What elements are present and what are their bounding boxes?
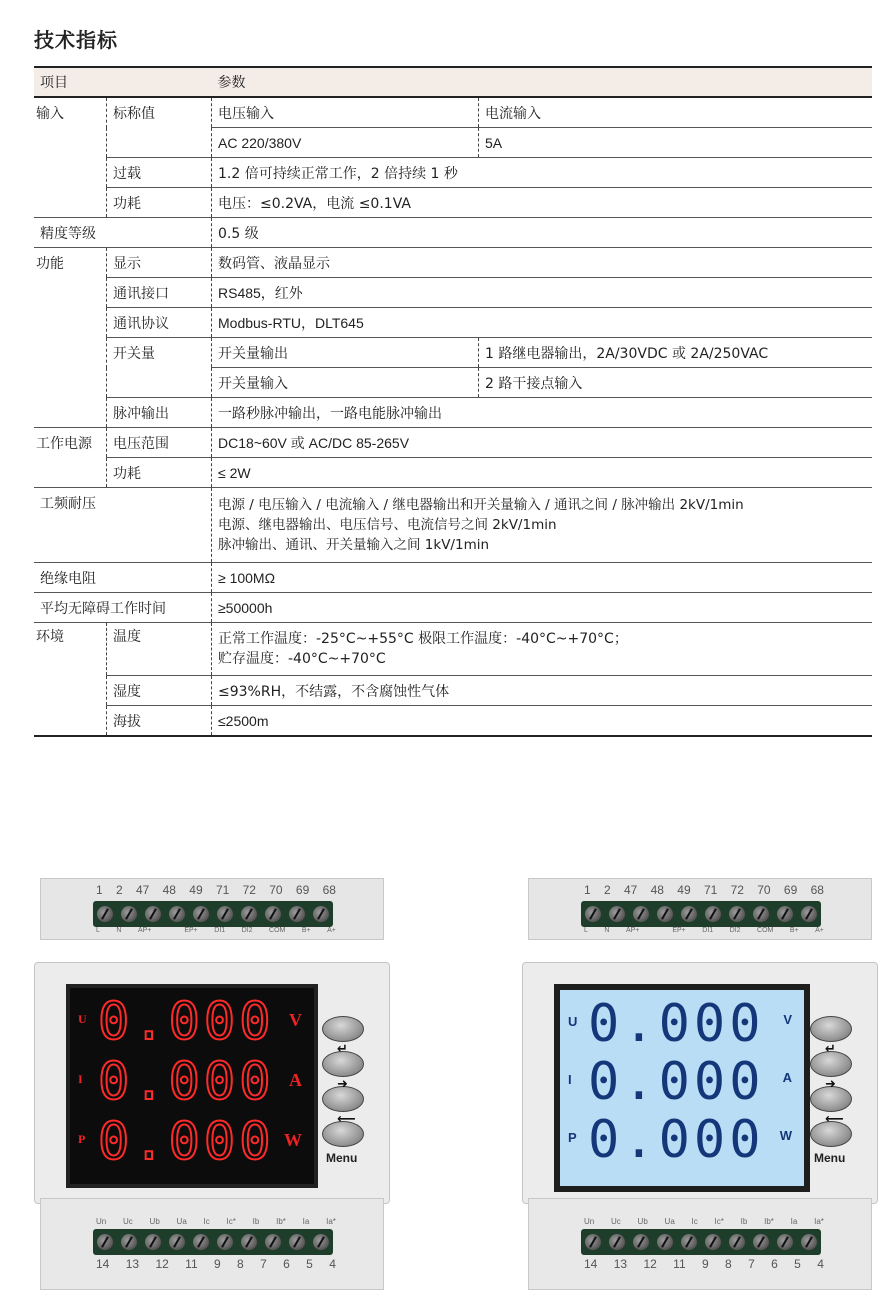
bottom-terminal-numbers [96,1257,336,1271]
terminal-label: Un [584,1217,595,1226]
meter-lcd-image [528,878,870,1288]
table-row [34,563,872,593]
meter-buttons [810,1016,860,1156]
screw-icon [217,1234,233,1250]
label-humidity: 湿度 [107,676,212,706]
reading-value: 0.000 [588,994,765,1054]
terminal-number: 71 [703,883,718,897]
screw-icon [313,1234,329,1250]
button-2 [810,1042,852,1077]
screw-icon [193,1234,209,1250]
label-display: 显示 [107,248,212,278]
label-withstand: 工频耐压 [34,488,212,563]
table-row [34,218,872,248]
label-temp: 温度 [107,623,212,676]
terminal-label: A+ [327,927,336,934]
terminal-number: 4 [329,1257,336,1271]
label-power-cons: 功耗 [107,188,212,218]
terminal-label: L [96,927,100,934]
cell-voltage-in: 电压输入 [212,97,479,128]
cell-temp-val [212,623,873,676]
label-comm-port: 通讯接口 [107,278,212,308]
table-row [34,428,872,458]
top-terminal-strip [93,901,333,927]
screw-icon [289,1234,305,1250]
terminal-number: 2 [115,883,123,897]
terminal-number: 7 [260,1257,267,1271]
unit-label: A [289,1070,302,1090]
cell-current-in: 电流输入 [479,97,873,128]
terminal-label: Ic [203,1217,210,1226]
table-row [34,593,872,623]
top-terminal-numbers [96,883,336,897]
label-insulation: 绝缘电阻 [34,563,212,593]
terminal-label: Ic* [226,1217,236,1226]
label-supply-cons: 功耗 [107,458,212,488]
display-row-current [70,1054,314,1114]
screw-icon [169,906,185,922]
terminal-label: N [604,927,610,934]
cell-insulation-val: ≥ 100MΩ [212,563,873,593]
top-terminal-block [40,878,384,940]
cell-display-val: 数码管、液晶显示 [212,248,873,278]
table-row [34,398,872,428]
table-row [34,338,872,368]
button-1 [810,1016,852,1042]
terminal-number: 68 [322,883,336,897]
label-switch: 开关量 [107,338,212,368]
label-comm-proto: 通讯协议 [107,308,212,338]
table-row [34,676,872,706]
terminal-number: 48 [162,883,176,897]
top-terminal-numbers [584,883,824,897]
terminal-number: 13 [125,1257,140,1271]
cell-withstand-val [212,488,873,563]
cell-switch-in: 开关量输入 [212,368,479,398]
screw-icon [145,1234,161,1250]
table-row [34,248,872,278]
table-row [34,278,872,308]
cell-accuracy-val: 0.5 级 [212,218,873,248]
screw-icon [657,1234,673,1250]
screw-icon [145,906,161,922]
screw-icon [265,1234,281,1250]
cell-current-val: 5A [479,128,873,158]
terminal-number: 11 [673,1257,686,1271]
screw-icon [217,906,233,922]
label-accuracy: 精度等级 [34,218,212,248]
terminal-label: Ia* [326,1217,336,1226]
screw-icon [801,906,817,922]
top-terminal-labels [96,927,336,934]
header-param: 参数 [212,67,873,97]
terminal-label: Ia [790,1217,798,1226]
terminal-number: 8 [237,1257,244,1271]
screw-icon [313,906,329,922]
screw-icon [585,906,601,922]
terminal-label: AP+ [137,927,152,934]
cell-switch-in-val: 2 路干接点输入 [479,368,873,398]
terminal-label: EP+ [672,927,686,934]
led-display [66,984,318,1188]
temp-line-1: 正常工作温度：-25°C~+55°C 极限工作温度：-40°C~+70°C； [218,631,628,647]
screw-icon [609,906,625,922]
terminal-number: 6 [283,1257,290,1271]
unit-label: V [783,1012,792,1027]
withstand-line-2: 电源、继电器输出、电压信号、电流信号之间 2kV/1min [218,517,557,533]
terminal-label: Ib [740,1217,748,1226]
screw-icon [729,1234,745,1250]
bottom-terminal-block [40,1198,384,1290]
terminal-label: Ib* [276,1217,286,1226]
screw-icon [657,906,673,922]
terminal-number: 2 [603,883,611,897]
row-label: I [78,1072,83,1086]
bottom-terminal-numbers [584,1257,824,1271]
temp-line-2: 贮存温度：-40°C~+70°C [218,651,386,667]
header-item: 项目 [34,67,212,97]
lcd-display [554,984,810,1192]
terminal-number: 5 [306,1257,313,1271]
label-overload: 过载 [107,158,212,188]
meter-buttons [322,1016,372,1156]
terminal-number: 72 [242,883,256,897]
table-row [34,188,872,218]
screw-icon [265,906,281,922]
label-altitude: 海拔 [107,706,212,737]
terminal-number: 49 [677,883,691,897]
screw-icon [241,1234,257,1250]
terminal-label: Ub [637,1217,648,1226]
right-arrow-icon: ➜ [825,1077,836,1092]
screw-icon [289,906,305,922]
terminal-label: Ua [176,1217,187,1226]
terminal-label: B+ [301,927,311,934]
page-title: 技术指标 [34,28,118,52]
terminal-number: 6 [771,1257,778,1271]
terminal-number: 7 [748,1257,755,1271]
screw-icon [121,1234,137,1250]
bottom-terminal-strip [93,1229,333,1255]
terminal-label: COM [757,927,774,934]
bottom-terminal-labels [584,1217,824,1226]
terminal-label: Uc [611,1217,621,1226]
terminal-number: 12 [155,1257,169,1271]
group-input: 输入 [34,97,107,128]
button-4 [810,1112,852,1147]
terminal-label: Ia [302,1217,310,1226]
terminal-number: 47 [135,883,150,897]
reading-value: 0.000 [98,1052,275,1112]
display-row-current [560,1054,804,1114]
screw-icon [801,1234,817,1250]
terminal-label: DI1 [214,927,226,934]
cell-switch-out-val: 1 路继电器输出，2A/30VDC 或 2A/250VAC [479,338,873,368]
bottom-terminal-strip [581,1229,821,1255]
top-terminal-strip [581,901,821,927]
menu-label: Menu [326,1151,358,1165]
terminal-label: Ua [664,1217,675,1226]
cell-supply-cons-val: ≤ 2W [212,458,873,488]
cell-power-cons-val: 电压：≤0.2VA，电流 ≤0.1VA [212,188,873,218]
label-pulse: 脉冲输出 [107,398,212,428]
screw-icon [121,906,137,922]
row-label: U [568,1014,578,1029]
button-2 [322,1042,364,1077]
unit-label: V [289,1010,302,1030]
screw-icon [193,906,209,922]
button-4 [322,1112,364,1147]
screw-icon [169,1234,185,1250]
terminal-label: Ic* [714,1217,724,1226]
cell-comm-port-val: RS485，红外 [212,278,873,308]
display-row-voltage [560,996,804,1056]
screw-icon [777,906,793,922]
table-row [34,488,872,563]
cell-voltage-val: AC 220/380V [212,128,479,158]
terminal-number: 12 [643,1257,657,1271]
return-arrow-icon: ↵ [825,1042,836,1057]
unit-label: A [782,1070,792,1085]
terminal-label: DI1 [702,927,714,934]
terminal-number: 47 [623,883,638,897]
label-mtbf: 平均无障碍工作时间 [34,593,212,623]
terminal-number: 48 [650,883,664,897]
terminal-number: 1 [584,883,591,897]
terminal-number: 70 [757,883,771,897]
screw-icon [97,906,113,922]
meter-led-image [40,878,382,1288]
left-arrow-icon: ⟵ [337,1112,356,1127]
screw-icon [753,906,769,922]
terminal-number: 13 [613,1257,628,1271]
cell-humidity-val: ≤93%RH，不结露，不含腐蚀性气体 [212,676,873,706]
screw-icon [705,1234,721,1250]
terminal-label: COM [269,927,286,934]
terminal-label: A+ [815,927,824,934]
screw-icon [705,906,721,922]
return-arrow-icon: ↵ [337,1042,348,1057]
terminal-label: DI2 [729,927,741,934]
screw-icon [753,1234,769,1250]
screw-icon [729,906,745,922]
terminal-label: Ib [252,1217,260,1226]
screw-icon [585,1234,601,1250]
display-row-power [70,1114,314,1174]
terminal-number: 14 [584,1257,598,1271]
table-row [34,368,872,398]
terminal-number: 69 [783,883,798,897]
terminal-label: DI2 [241,927,253,934]
terminal-number: 70 [269,883,283,897]
terminal-number: 49 [189,883,203,897]
row-label: P [78,1132,86,1146]
screw-icon [777,1234,793,1250]
table-row [34,308,872,338]
table-row [34,158,872,188]
terminal-number: 71 [215,883,230,897]
terminal-number: 5 [794,1257,801,1271]
button-3 [322,1077,364,1112]
bottom-terminal-block [528,1198,872,1290]
button-1 [322,1016,364,1042]
terminal-label: Uc [123,1217,133,1226]
terminal-label: Un [96,1217,107,1226]
terminal-label: Ub [149,1217,160,1226]
terminal-number: 69 [295,883,310,897]
group-supply: 工作电源 [34,428,107,458]
cell-overload-val: 1.2 倍可持续正常工作，2 倍持续 1 秒 [212,158,873,188]
right-arrow-icon: ➜ [337,1077,348,1092]
screw-icon [633,906,649,922]
terminal-number: 8 [725,1257,732,1271]
group-env: 环境 [34,623,107,676]
terminal-label: L [584,927,588,934]
terminal-number: 72 [730,883,744,897]
terminal-label: EP+ [184,927,198,934]
row-label: U [78,1012,87,1026]
terminal-number: 11 [185,1257,198,1271]
display-row-voltage [70,994,314,1054]
table-row [34,623,872,676]
terminal-number: 68 [810,883,824,897]
reading-value: 0.000 [588,1110,765,1170]
terminal-number: 4 [817,1257,824,1271]
bottom-terminal-labels [96,1217,336,1226]
spec-table [34,66,872,737]
table-row [34,128,872,158]
terminal-number: 9 [701,1257,709,1271]
row-label: P [568,1130,577,1145]
reading-value: 0.000 [588,1052,765,1112]
table-row [34,458,872,488]
label-volt-range: 电压范围 [107,428,212,458]
cell-mtbf-val: ≥50000h [212,593,873,623]
terminal-label: B+ [789,927,799,934]
screw-icon [97,1234,113,1250]
terminal-label: N [116,927,122,934]
cell-switch-out: 开关量输出 [212,338,479,368]
cell-volt-range-val: DC18~60V 或 AC/DC 85-265V [212,428,873,458]
reading-value: 0.000 [98,1112,275,1172]
menu-label: Menu [814,1151,846,1165]
withstand-line-1: 电源 / 电压输入 / 电流输入 / 继电器输出和开关量输入 / 通讯之间 / 脉冲输出 2kV/1min [218,497,744,513]
screw-icon [681,1234,697,1250]
terminal-label: Ic [691,1217,698,1226]
top-terminal-labels [584,927,824,934]
terminal-number: 1 [96,883,103,897]
table-row [34,706,872,737]
label-rated: 标称值 [107,97,212,128]
table-header-row [34,67,872,97]
cell-comm-proto-val: Modbus-RTU，DLT645 [212,308,873,338]
screw-icon [681,906,697,922]
cell-pulse-val: 一路秒脉冲输出，一路电能脉冲输出 [212,398,873,428]
cell-altitude-val: ≤2500m [212,706,873,737]
terminal-label: Ia* [814,1217,824,1226]
group-function: 功能 [34,248,107,278]
left-arrow-icon: ⟵ [825,1112,844,1127]
withstand-line-3: 脉冲输出、通讯、开关量输入之间 1kV/1min [218,537,490,553]
screw-icon [633,1234,649,1250]
terminal-number: 9 [213,1257,221,1271]
screw-icon [241,906,257,922]
top-terminal-block [528,878,872,940]
unit-label: W [284,1130,302,1150]
reading-value: 0.000 [98,992,275,1052]
terminal-label: Ib* [764,1217,774,1226]
row-label: I [568,1072,572,1087]
screw-icon [609,1234,625,1250]
table-row [34,97,872,128]
button-3 [810,1077,852,1112]
terminal-number: 14 [96,1257,110,1271]
unit-label: W [779,1128,792,1143]
display-row-power [560,1112,804,1172]
terminal-label: AP+ [625,927,640,934]
